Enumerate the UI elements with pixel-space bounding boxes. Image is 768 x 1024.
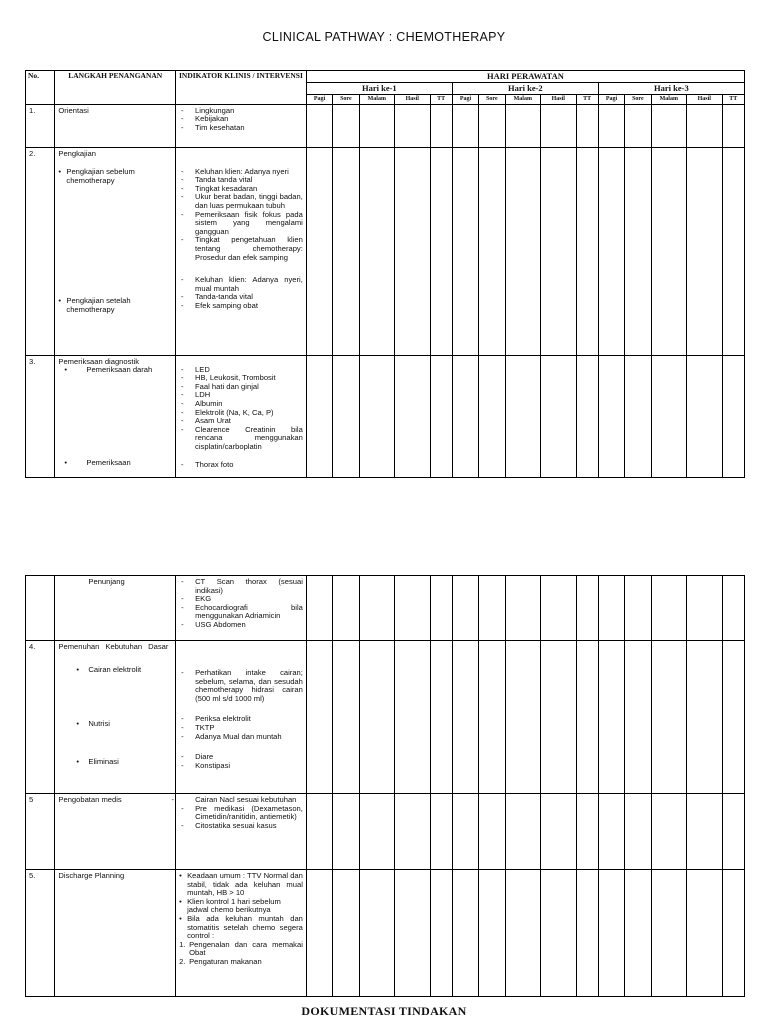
- day-cell[interactable]: [479, 794, 505, 870]
- header-indikator: INDIKATOR KLINIS / INTERVENSI: [176, 71, 307, 105]
- numbered-item: [179, 941, 303, 958]
- subcol-sore: Sore: [479, 94, 505, 104]
- list-item: • Keadaan umum : TTV Normal dan stabil, tidak ada keluhan mual muntah, HB > 10: [179, 872, 303, 898]
- day-cell[interactable]: [687, 355, 722, 477]
- day-cell[interactable]: [479, 870, 505, 997]
- day-cell[interactable]: [598, 641, 624, 794]
- list-item: - HB, Leukosit, Trombosit: [179, 374, 303, 383]
- list-item: - Lingkungan: [179, 107, 303, 116]
- day-cell[interactable]: [651, 576, 686, 641]
- row-langkah: Discharge Planning: [55, 870, 176, 997]
- day-cell[interactable]: [452, 355, 478, 477]
- day-cell[interactable]: [576, 104, 598, 147]
- row-number: 4.: [26, 641, 55, 794]
- row-number: [26, 576, 55, 641]
- day-cell[interactable]: [576, 147, 598, 355]
- row-langkah-title: Pemeriksaan diagnostik: [58, 356, 140, 366]
- footer-title: DOKUMENTASI TINDAKAN: [301, 1004, 467, 1018]
- clinical-pathway-table-part-1: [25, 70, 745, 478]
- sub-step: • Pengkajian setelah chemotherapy: [58, 297, 172, 314]
- day-cell[interactable]: [576, 355, 598, 477]
- day-cell[interactable]: [479, 576, 505, 641]
- day-cell[interactable]: [430, 794, 452, 870]
- day-cell[interactable]: [598, 147, 624, 355]
- subcol-hasil: Hasil: [395, 94, 430, 104]
- list-item: - Ukur berat badan, tinggi badan, dan luas permukaan tubuh: [179, 193, 303, 210]
- row-langkah: [55, 794, 176, 870]
- day-cell[interactable]: [625, 870, 651, 997]
- day-cell[interactable]: [687, 641, 722, 794]
- day-cell[interactable]: [625, 576, 651, 641]
- day-cell[interactable]: [333, 355, 359, 477]
- sub-step: • Eliminasi: [58, 758, 172, 767]
- day-cell[interactable]: [505, 870, 540, 997]
- subcol-tt: TT: [430, 94, 452, 104]
- item-number: 1.: [179, 939, 186, 949]
- row-indikator: [176, 641, 307, 794]
- day-cell[interactable]: [505, 641, 540, 794]
- day-cell[interactable]: [395, 576, 430, 641]
- day-cell[interactable]: [359, 870, 394, 997]
- row-number: 5: [26, 794, 55, 870]
- day-cell[interactable]: [687, 870, 722, 997]
- subcol-pagi: Pagi: [598, 94, 624, 104]
- row-number: 2.: [26, 147, 55, 355]
- subcol-sore: Sore: [333, 94, 359, 104]
- day-cell[interactable]: [576, 641, 598, 794]
- day-cell[interactable]: [479, 147, 505, 355]
- row-indikator: [176, 104, 307, 147]
- day-cell[interactable]: [306, 794, 332, 870]
- list-item: • Bila ada keluhan muntah dan stomatitis setelah chemo segera control :: [179, 915, 303, 941]
- list-item: - Tingkat kesadaran: [179, 185, 303, 194]
- day-cell[interactable]: [359, 355, 394, 477]
- row-langkah: [55, 355, 176, 477]
- list-item: - USG Abdomen: [179, 621, 303, 630]
- day-cell[interactable]: [651, 104, 686, 147]
- day-cell[interactable]: [452, 104, 478, 147]
- row-langkah: [55, 576, 176, 641]
- header-day-1: Hari ke-1: [306, 82, 452, 94]
- day-cell[interactable]: [625, 355, 651, 477]
- day-cell[interactable]: [687, 147, 722, 355]
- day-cell[interactable]: [505, 147, 540, 355]
- list-item: - Asam Urat: [179, 417, 303, 426]
- list-item: - EKG: [179, 595, 303, 604]
- day-cell[interactable]: [395, 147, 430, 355]
- day-cell[interactable]: [722, 794, 744, 870]
- day-cell[interactable]: [722, 641, 744, 794]
- day-cell[interactable]: [306, 355, 332, 477]
- subcol-malam: Malam: [505, 94, 540, 104]
- day-cell[interactable]: [430, 576, 452, 641]
- day-cell[interactable]: [359, 576, 394, 641]
- day-cell[interactable]: [505, 794, 540, 870]
- sub-step: • Pemeriksaan: [58, 459, 172, 468]
- day-cell[interactable]: [505, 576, 540, 641]
- list-item: - TKTP: [179, 724, 303, 733]
- table-row-pengkajian: [26, 147, 745, 355]
- row-langkah-title: Pengkajian: [58, 148, 96, 158]
- day-cell[interactable]: [722, 870, 744, 997]
- list-item: - Adanya Mual dan muntah: [179, 733, 303, 742]
- item-text: Pengaturan makanan: [189, 956, 262, 966]
- day-cell[interactable]: [651, 870, 686, 997]
- header-langkah: LANGKAH PENANGANAN: [55, 71, 176, 105]
- day-cell[interactable]: [306, 147, 332, 355]
- day-cell[interactable]: [395, 355, 430, 477]
- list-item: - CT Scan thorax (sesuai indikasi): [179, 578, 303, 595]
- day-cell[interactable]: [651, 147, 686, 355]
- header-hari-perawatan: HARI PERAWATAN: [306, 71, 744, 83]
- day-cell[interactable]: [333, 870, 359, 997]
- row-indikator: [176, 355, 307, 477]
- day-cell[interactable]: [651, 641, 686, 794]
- subcol-tt: TT: [722, 94, 745, 104]
- day-cell[interactable]: [541, 641, 576, 794]
- day-cell[interactable]: [452, 870, 478, 997]
- row-indikator: [176, 870, 307, 997]
- row-langkah-title: Pemenuhan Kebutuhan Dasar: [58, 642, 169, 651]
- day-cell[interactable]: [625, 794, 651, 870]
- list-item: - Albumin: [179, 400, 303, 409]
- list-item: - Tingkat pengetahuan klien tentang chemotherapy: Prosedur dan efek samping: [179, 236, 303, 262]
- list-item: - Pre medikasi (Dexametason, Cimetidin/ranitidin, antiemetik): [179, 805, 303, 822]
- list-item: - Kebijakan: [179, 115, 303, 124]
- day-cell[interactable]: [452, 794, 478, 870]
- day-cell[interactable]: [359, 641, 394, 794]
- day-cell[interactable]: [333, 147, 359, 355]
- day-cell[interactable]: [625, 641, 651, 794]
- list-item: - Tim kesehatan: [179, 124, 303, 133]
- sub-step: • Pengkajian sebelum chemotherapy: [58, 168, 172, 185]
- subcol-malam: Malam: [359, 94, 394, 104]
- subcol-hasil: Hasil: [687, 94, 722, 104]
- day-cell[interactable]: [359, 104, 394, 147]
- row-langkah: [55, 641, 176, 794]
- day-cell[interactable]: [687, 794, 722, 870]
- list-item: - Perhatikan intake cairan; sebelum, selama, dan sesudah chemotherapy hidrasi cairan (500 ml s/d 1000 ml): [179, 669, 303, 703]
- list-item: - Periksa elektrolit: [179, 715, 303, 724]
- day-cell[interactable]: [541, 104, 576, 147]
- list-item: - Pemeriksaan fisik fokus pada sistem yang mengalami gangguan: [179, 211, 303, 237]
- list-item: - Thorax foto: [179, 461, 303, 470]
- day-cell[interactable]: [359, 147, 394, 355]
- row-indikator: [176, 794, 307, 870]
- day-cell[interactable]: [541, 576, 576, 641]
- list-item: - Diare: [179, 753, 303, 762]
- item-number: 2.: [179, 956, 186, 966]
- subcol-sore: Sore: [625, 94, 651, 104]
- day-cell[interactable]: [395, 794, 430, 870]
- day-cell[interactable]: [333, 641, 359, 794]
- day-cell[interactable]: [576, 870, 598, 997]
- day-cell[interactable]: [687, 576, 722, 641]
- table-row-discharge-planning: [26, 870, 745, 997]
- day-cell[interactable]: [541, 147, 576, 355]
- day-cell[interactable]: [576, 576, 598, 641]
- day-cell[interactable]: [541, 794, 576, 870]
- day-cell[interactable]: [452, 576, 478, 641]
- day-cell[interactable]: [333, 576, 359, 641]
- list-item: - Elektrolit (Na, K, Ca, P): [179, 409, 303, 418]
- day-cell[interactable]: [576, 794, 598, 870]
- day-cell[interactable]: [598, 870, 624, 997]
- day-cell[interactable]: [722, 104, 745, 147]
- clinical-pathway-table-part-2: [25, 575, 745, 997]
- row-langkah: Orientasi: [55, 104, 176, 147]
- day-cell[interactable]: [395, 641, 430, 794]
- header-day-3: Hari ke-3: [598, 82, 744, 94]
- day-cell[interactable]: [598, 576, 624, 641]
- list-item: - Efek samping obat: [179, 302, 303, 311]
- list-item: - Tanda-tanda vital: [179, 293, 303, 302]
- day-cell[interactable]: [541, 870, 576, 997]
- day-cell[interactable]: [722, 355, 745, 477]
- day-cell[interactable]: [479, 641, 505, 794]
- row-indikator: [176, 576, 307, 641]
- list-item: Cairan Nacl sesuai kebutuhan: [195, 795, 297, 804]
- day-cell[interactable]: [541, 355, 576, 477]
- header-no: No.: [26, 71, 55, 105]
- row-langkah: [55, 147, 176, 355]
- list-item: • Klien kontrol 1 hari sebelum jadwal chemo berikutnya: [179, 898, 303, 915]
- day-cell[interactable]: [452, 641, 478, 794]
- numbered-item: [179, 958, 303, 967]
- row-number: 5.: [26, 870, 55, 997]
- day-cell[interactable]: [306, 870, 332, 997]
- list-item: - LDH: [179, 391, 303, 400]
- day-cell[interactable]: [687, 104, 722, 147]
- day-cell[interactable]: [722, 576, 744, 641]
- day-cell[interactable]: [505, 355, 540, 477]
- day-cell[interactable]: [722, 147, 745, 355]
- day-cell[interactable]: [306, 104, 332, 147]
- subcol-hasil: Hasil: [541, 94, 576, 104]
- subcol-pagi: Pagi: [306, 94, 332, 104]
- sub-step: • Cairan elektrolit: [58, 666, 172, 675]
- list-item: - Konstipasi: [179, 762, 303, 771]
- day-cell[interactable]: [430, 355, 452, 477]
- day-cell[interactable]: [651, 794, 686, 870]
- list-item: - Keluhan klien: Adanya nyeri, mual muntah: [179, 276, 303, 293]
- day-cell[interactable]: [505, 104, 540, 147]
- day-cell[interactable]: [430, 641, 452, 794]
- day-cell[interactable]: [651, 355, 686, 477]
- table-row-pengobatan-medis: [26, 794, 745, 870]
- list-item: - Keluhan klien: Adanya nyeri: [179, 168, 303, 177]
- day-cell[interactable]: [625, 104, 651, 147]
- item-text: Pengenalan dan cara memakai Obat: [189, 939, 303, 958]
- day-cell[interactable]: [598, 104, 624, 147]
- sub-step: • Nutrisi: [58, 720, 172, 729]
- page-title: CLINICAL PATHWAY : CHEMOTHERAPY: [262, 30, 506, 44]
- day-cell[interactable]: [306, 576, 332, 641]
- day-cell[interactable]: [359, 794, 394, 870]
- subcol-malam: Malam: [651, 94, 686, 104]
- row-number: 1.: [26, 104, 55, 147]
- list-item: - Clearence Creatinin bila rencana menggunakan cisplatin/carboplatin: [179, 426, 303, 452]
- list-item: - Faal hati dan ginjal: [179, 383, 303, 392]
- table-row-pemeriksaan-diagnostik: [26, 355, 745, 477]
- day-cell[interactable]: [452, 147, 478, 355]
- row-langkah-title: Pengobatan medis: [58, 795, 122, 804]
- day-cell[interactable]: [479, 355, 505, 477]
- day-cell[interactable]: [598, 355, 624, 477]
- dash-mark: -: [171, 795, 175, 804]
- list-item: - Echocardiografi bila menggunakan Adriamicin: [179, 604, 303, 621]
- list-item: - LED: [179, 366, 303, 375]
- day-cell[interactable]: [395, 104, 430, 147]
- sub-step: • Pemeriksaan darah: [58, 366, 172, 375]
- row-number: 3.: [26, 355, 55, 477]
- subcol-pagi: Pagi: [452, 94, 478, 104]
- day-cell[interactable]: [430, 104, 452, 147]
- day-cell[interactable]: [598, 794, 624, 870]
- day-cell[interactable]: [625, 147, 651, 355]
- day-cell[interactable]: [430, 870, 452, 997]
- table-row-orientasi: [26, 104, 745, 147]
- day-cell[interactable]: [479, 104, 505, 147]
- header-day-2: Hari ke-2: [452, 82, 598, 94]
- table-row-pemenuhan-kebutuhan-dasar: [26, 641, 745, 794]
- subcol-tt: TT: [576, 94, 598, 104]
- row-indikator: [176, 147, 307, 355]
- day-cell[interactable]: [333, 104, 359, 147]
- table-row-penunjang: [26, 576, 745, 641]
- sub-step: Penunjang: [88, 577, 125, 586]
- day-cell[interactable]: [430, 147, 452, 355]
- list-item: - Tanda tanda vital: [179, 176, 303, 185]
- day-cell[interactable]: [395, 870, 430, 997]
- day-cell[interactable]: [333, 794, 359, 870]
- list-item: - Citostatika sesuai kasus: [179, 822, 303, 831]
- day-cell[interactable]: [306, 641, 332, 794]
